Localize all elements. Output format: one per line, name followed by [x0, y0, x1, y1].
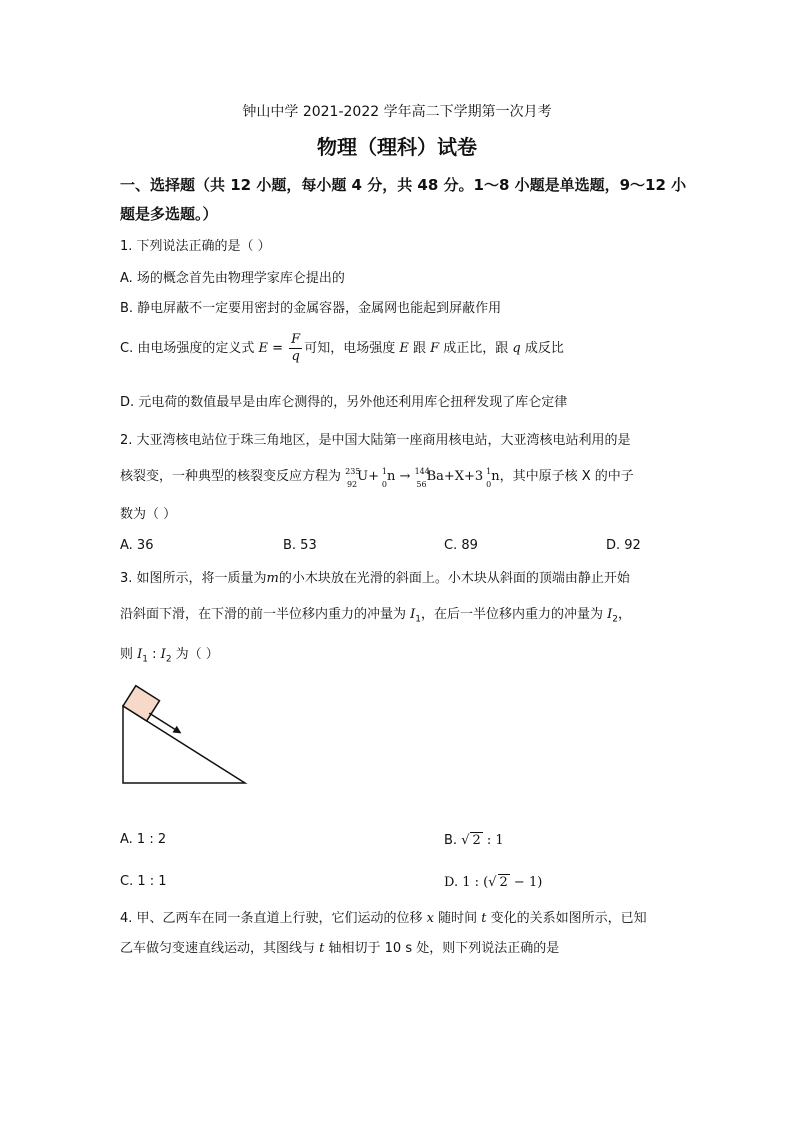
q1-c-text4: 成反比: [520, 341, 564, 356]
q3-i1-sub: 1: [415, 614, 422, 625]
q3-option-b: [444, 832, 504, 848]
q2-option-d: D. 92: [606, 538, 641, 553]
q1-c-eq: =: [267, 341, 288, 356]
page-title: 物理（理科）试卷: [317, 135, 477, 159]
n-symbol: n: [387, 469, 396, 484]
q3-b-radicand: 2: [472, 833, 481, 848]
reaction-arrow: →: [395, 469, 415, 484]
school-header: 钟山中学 2021-2022 学年高二下学期第一次月考: [242, 104, 552, 120]
n2-mass-number: 1: [486, 467, 492, 476]
q1-c-denominator: q: [291, 349, 300, 364]
q2-line2-prefix: 核裂变，一种典型的核裂变反应方程为: [120, 469, 346, 484]
ba-symbol: Ba: [426, 469, 444, 484]
n2-atomic-number: 0: [486, 480, 492, 489]
q4-x-symbol: x: [426, 911, 435, 926]
q3-i2-sub: 2: [612, 614, 619, 625]
q2-neutron: [381, 467, 396, 489]
q3-i1: I: [410, 607, 416, 622]
q1-c-q2: q: [512, 341, 521, 356]
q1-option-c: [120, 332, 564, 365]
section-heading-line1: 一、选择题（共 12 小题，每小题 4 分，共 48 分。1～8 小题是单选题，9～12 小: [120, 176, 687, 194]
ba-atomic-number: 56: [416, 480, 427, 489]
q2-line1: 2. 大亚湾核电站位于珠三角地区，是中国大陆第一座商用核电站，大亚湾核电站利用的是: [120, 433, 631, 448]
q4-line1-suffix: 变化的关系如图所示，已知: [486, 911, 647, 926]
q3-line1-suffix: 的小木块放在光滑的斜面上。小木块从斜面的顶端由静止开始: [278, 571, 630, 586]
q4-line2-suffix: 轴相切于 10 s 处，则下列说法正确的是: [324, 941, 560, 956]
q1-option-b: B. 静电屏蔽不一定要用密封的金属容器，金属网也能起到屏蔽作用: [120, 301, 502, 316]
q1-c-numerator: F: [291, 332, 301, 347]
q3-ratio-i2: I: [160, 647, 166, 662]
q3-line1: [120, 570, 630, 588]
q2-neutrons: [486, 467, 500, 489]
sqrt-symbol: √: [461, 833, 470, 848]
q2-option-b: B. 53: [283, 538, 317, 553]
q4-line1: [120, 910, 647, 928]
q2-line3: 数为（ ）: [120, 507, 177, 522]
q2-option-a: A. 36: [120, 538, 154, 553]
sqrt-symbol-2: √: [488, 875, 497, 890]
motion-arrow-shaft: [149, 713, 174, 729]
q3-line1-prefix: 3. 如图所示，将一质量为: [120, 571, 267, 586]
q2-line2-suffix: ，其中原子核 X 的中子: [499, 469, 634, 484]
n2-symbol: n: [491, 469, 500, 484]
q4-line2-prefix: 乙车做匀变速直线运动，其图线与: [120, 941, 320, 956]
q3-option-c: C. 1 : 1: [120, 874, 167, 889]
q4-line1-prefix: 4. 甲、乙两车在同一条直道上行驶，它们运动的位移: [120, 911, 427, 926]
q3-ratio-i2-sub: 2: [165, 654, 172, 665]
plus-sign: +: [368, 469, 380, 484]
u-atomic-number: 92: [346, 480, 358, 489]
q3-line3-suffix: 为（ ）: [171, 647, 219, 662]
q3-line2-suffix: ，: [618, 607, 632, 622]
q3-b-prefix: B.: [444, 833, 462, 848]
q3-line3: [120, 646, 219, 669]
u-symbol: U: [357, 469, 369, 484]
q1-c-text1: 可知，电场强度: [304, 341, 400, 356]
q1-c-f2: F: [430, 341, 440, 356]
q1-stem: 1. 下列说法正确的是（ ）: [120, 239, 271, 254]
q1-option-d: D. 元电荷的数值最早是由库仑测得的，另外他还利用库仑扭秤发现了库仑定律: [120, 395, 568, 410]
section-heading-line2: 题是多选题。）: [120, 205, 218, 223]
q4-line2: [120, 940, 559, 958]
ba-mass-number: 144: [414, 467, 430, 476]
q1-c-e2: E: [399, 341, 409, 356]
n-mass-number: 1: [381, 467, 388, 476]
q4-line1-mid: 随时间: [434, 911, 482, 926]
q3-line2: [120, 606, 631, 629]
n-atomic-number: 0: [381, 480, 388, 489]
q4-t-symbol-2: t: [319, 941, 325, 956]
q3-ratio-i1-sub: 1: [142, 654, 149, 665]
q2-barium: [414, 467, 444, 489]
q3-option-d: [444, 874, 542, 890]
plus-x-term: +X+3: [443, 469, 484, 484]
q3-line2-prefix: 沿斜面下滑，在下滑的前一半位移内重力的冲量为: [120, 607, 411, 622]
incline-diagram: [115, 680, 255, 790]
q3-i2: I: [607, 607, 613, 622]
q3-ratio-colon: :: [148, 647, 161, 662]
q3-ratio-i1: I: [137, 647, 143, 662]
q3-d-radicand: 2: [499, 875, 508, 890]
q2-line2: [120, 467, 634, 489]
u-mass-number: 235: [345, 467, 361, 476]
q1-c-text3: 成正比，跟: [439, 341, 513, 356]
q4-t-symbol: t: [481, 911, 487, 926]
q3-option-a: A. 1 : 2: [120, 832, 167, 847]
q3-d-prefix: D. 1 : (: [444, 875, 489, 890]
q3-line3-prefix: 则: [120, 647, 138, 662]
q3-d-suffix: − 1): [509, 875, 543, 890]
q3-line2-mid: ，在后一半位移内重力的冲量为: [421, 607, 608, 622]
q1-option-a: A. 场的概念首先由物理学家库仑提出的: [120, 271, 345, 286]
q3-mass-symbol: m: [266, 571, 279, 586]
q1-c-e: E: [258, 341, 268, 356]
motion-arrow-head: [172, 726, 183, 737]
q1-c-text2: 跟: [408, 341, 431, 356]
q2-uranium: [345, 467, 369, 489]
q1-c-prefix: C. 由电场强度的定义式: [120, 341, 259, 356]
q2-option-c: C. 89: [444, 538, 478, 553]
q3-b-suffix: : 1: [482, 833, 504, 848]
q1-c-fraction: [289, 332, 302, 365]
